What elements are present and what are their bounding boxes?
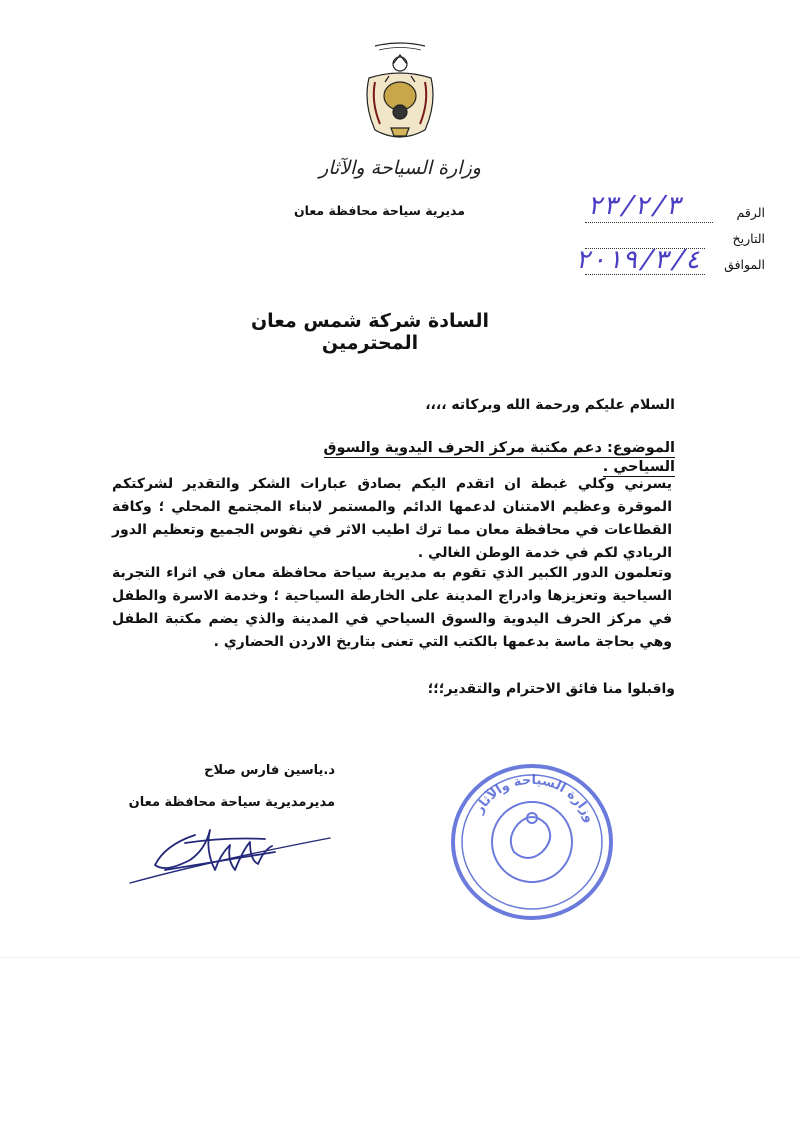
paragraph-1: يسرني وكلي غبطة ان اتقدم اليكم بصادق عبارات الشكر والتقدير لشركتكم الموقرة وعظيم الامتنان لدعمها الدائم والمستمر لابناء المجتمع المحلي ؛ وكافة القطاعات في محافظة معان مما ترك اطيب الاثر في نفوس الجميع وتعظيم الدور الريادي لكم في خدمة الوطن الغالي . bbox=[112, 476, 672, 561]
signer-name: د.ياسين فارس صلاح bbox=[204, 763, 335, 778]
reference-number-value: ٢٣/٢/٣ bbox=[585, 191, 687, 221]
emblem bbox=[355, 38, 445, 143]
date-label: التاريخ bbox=[732, 231, 765, 246]
official-seal-stamp-icon bbox=[448, 758, 616, 926]
dotted-line bbox=[585, 222, 713, 223]
reference-hijri-row bbox=[573, 245, 765, 279]
subject-underline bbox=[324, 437, 675, 477]
footer-divider bbox=[0, 957, 800, 958]
stamp-text: وزارة السياحة والآثار bbox=[471, 772, 598, 825]
ministry-calligraphy bbox=[300, 150, 500, 186]
hijri-label: الموافق bbox=[724, 257, 765, 272]
jordan-coat-of-arms-icon bbox=[355, 38, 445, 143]
signer-title: مديرمديرية سياحة محافظة معان bbox=[128, 795, 335, 810]
reference-number-row bbox=[585, 191, 765, 227]
directorate-name: مديرية سياحة محافظة معان bbox=[294, 203, 465, 218]
hijri-date-value: ٢٠١٩/٣/٤ bbox=[573, 245, 706, 275]
paragraph-2: وتعلمون الدور الكبير الذي تقوم به مديرية سياحة محافظة معان في اثراء التجربة السياحية وتعزيزها وادراج المدينة على الخارطة السياحية ؛ وخدمة الاسرة والطفل في مركز الحرف اليدوية والسوق السياحي في المدينة والذي يضم مكتبة الطفل وهي بحاجة ماسة بدعمها بالكتب التي تعنى بتاريخ الاردن الحضاري . bbox=[112, 565, 672, 650]
subject-label: الموضوع: bbox=[606, 440, 675, 456]
handwritten-signature-icon bbox=[125, 815, 335, 890]
ministry-name: وزارة السياحة والآثار bbox=[319, 157, 481, 179]
ministry-logo bbox=[300, 150, 500, 186]
closing-line: واقبلوا منا فائق الاحترام والتقدير؛؛؛ bbox=[427, 681, 675, 697]
greeting: السلام عليكم ورحمة الله وبركاته ،،،، bbox=[425, 397, 675, 413]
number-label: الرقم bbox=[736, 205, 765, 220]
recipient-line: السادة شركة شمس معان المحترمين bbox=[250, 310, 490, 354]
subject-text: دعم مكتبة مركز الحرف اليدوية والسوق السياحي . bbox=[323, 440, 675, 475]
subject-line bbox=[285, 437, 675, 475]
